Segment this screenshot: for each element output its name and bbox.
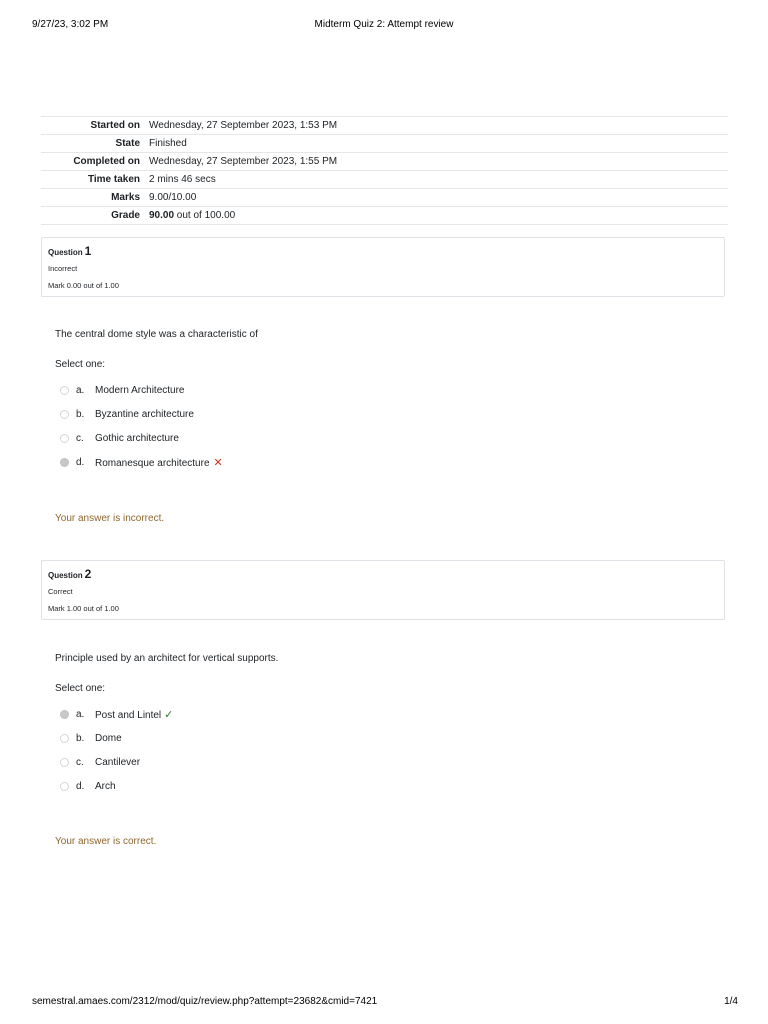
print-page-number: 1/4 (724, 996, 738, 1007)
answer-feedback: Your answer is correct. (55, 836, 157, 847)
answer-option-a[interactable] (55, 703, 715, 727)
question-mark: Mark 1.00 out of 1.00 (48, 604, 119, 613)
summary-value: Finished (149, 138, 187, 149)
question-mark: Mark 0.00 out of 1.00 (48, 281, 119, 290)
answer-label: Byzantine architecture (95, 409, 194, 420)
answer-option-d[interactable] (55, 775, 715, 799)
question-state: Correct (48, 587, 73, 596)
answer-option-b[interactable] (55, 403, 715, 427)
answer-letter: a. (76, 709, 85, 720)
summary-row-marks (41, 189, 728, 207)
question-number (48, 567, 724, 581)
answer-letter: c. (76, 433, 84, 444)
summary-label: Completed on (73, 156, 140, 167)
answer-list (55, 703, 715, 799)
grade-value: 90.00 (149, 210, 175, 221)
check-icon: ✓ (164, 709, 174, 721)
answer-label: Modern Architecture (95, 385, 185, 396)
question-info-1 (41, 237, 725, 297)
answer-option-d[interactable] (55, 451, 715, 475)
summary-value: Wednesday, 27 September 2023, 1:53 PM (149, 120, 338, 131)
summary-value (145, 207, 728, 225)
answer-label: Cantilever (95, 757, 141, 768)
answer-list (55, 379, 715, 475)
summary-value: 2 mins 46 secs (149, 174, 216, 185)
summary-row-time-taken (41, 171, 728, 189)
question-number-value: 1 (84, 244, 92, 258)
answer-letter: a. (76, 385, 85, 396)
answer-feedback: Your answer is incorrect. (55, 513, 165, 524)
radio-button[interactable] (60, 434, 69, 443)
grade-out-of: out of 100.00 (174, 210, 236, 221)
print-footer (0, 996, 768, 1010)
attempt-summary-table (41, 116, 728, 225)
radio-button[interactable] (60, 758, 69, 767)
answer-label: Arch (95, 781, 116, 792)
summary-label: Grade (111, 210, 140, 221)
answer-letter: c. (76, 757, 84, 768)
summary-label: Marks (111, 192, 140, 203)
radio-button-selected[interactable] (60, 458, 69, 467)
answer-label: Romanesque architecture (95, 458, 210, 469)
cross-icon: ✕ (213, 457, 223, 469)
print-header (0, 19, 768, 33)
radio-button[interactable] (60, 782, 69, 791)
summary-row-completed (41, 153, 728, 171)
question-text: Principle used by an architect for vertical supports. (55, 653, 279, 664)
summary-value: Wednesday, 27 September 2023, 1:55 PM (149, 156, 338, 167)
answer-label: Dome (95, 733, 122, 744)
radio-button-selected[interactable] (60, 710, 69, 719)
summary-value: 9.00/10.00 (149, 192, 197, 203)
question-info-2 (41, 560, 725, 620)
question-number-value: 2 (84, 567, 92, 581)
print-datetime: 9/27/23, 3:02 PM (32, 19, 109, 30)
question-number (48, 244, 724, 258)
answer-option-c[interactable] (55, 427, 715, 451)
select-one-prompt: Select one: (55, 683, 106, 694)
question-word: Question (48, 571, 83, 580)
summary-row-grade (41, 207, 728, 225)
radio-button[interactable] (60, 734, 69, 743)
answer-letter: d. (76, 457, 85, 468)
answer-option-b[interactable] (55, 727, 715, 751)
answer-option-c[interactable] (55, 751, 715, 775)
summary-row-started (41, 117, 728, 135)
answer-letter: b. (76, 733, 85, 744)
answer-letter: d. (76, 781, 85, 792)
answer-option-a[interactable] (55, 379, 715, 403)
question-content-2 (55, 653, 715, 799)
print-title: Midterm Quiz 2: Attempt review (314, 19, 454, 30)
summary-label: State (115, 138, 140, 149)
question-word: Question (48, 248, 83, 257)
print-url: semestral.amaes.com/2312/mod/quiz/review.php?attempt=23682&cmid=7421 (32, 996, 378, 1007)
summary-label: Time taken (87, 174, 140, 185)
answer-label: Post and Lintel (95, 710, 162, 721)
summary-label: Started on (90, 120, 140, 131)
radio-button[interactable] (60, 410, 69, 419)
answer-letter: b. (76, 409, 85, 420)
radio-button[interactable] (60, 386, 69, 395)
question-content-1 (55, 329, 715, 475)
answer-label: Gothic architecture (95, 433, 179, 444)
select-one-prompt: Select one: (55, 359, 106, 370)
summary-row-state (41, 135, 728, 153)
question-state: Incorrect (48, 264, 78, 273)
question-text: The central dome style was a characteristic of (55, 329, 258, 340)
